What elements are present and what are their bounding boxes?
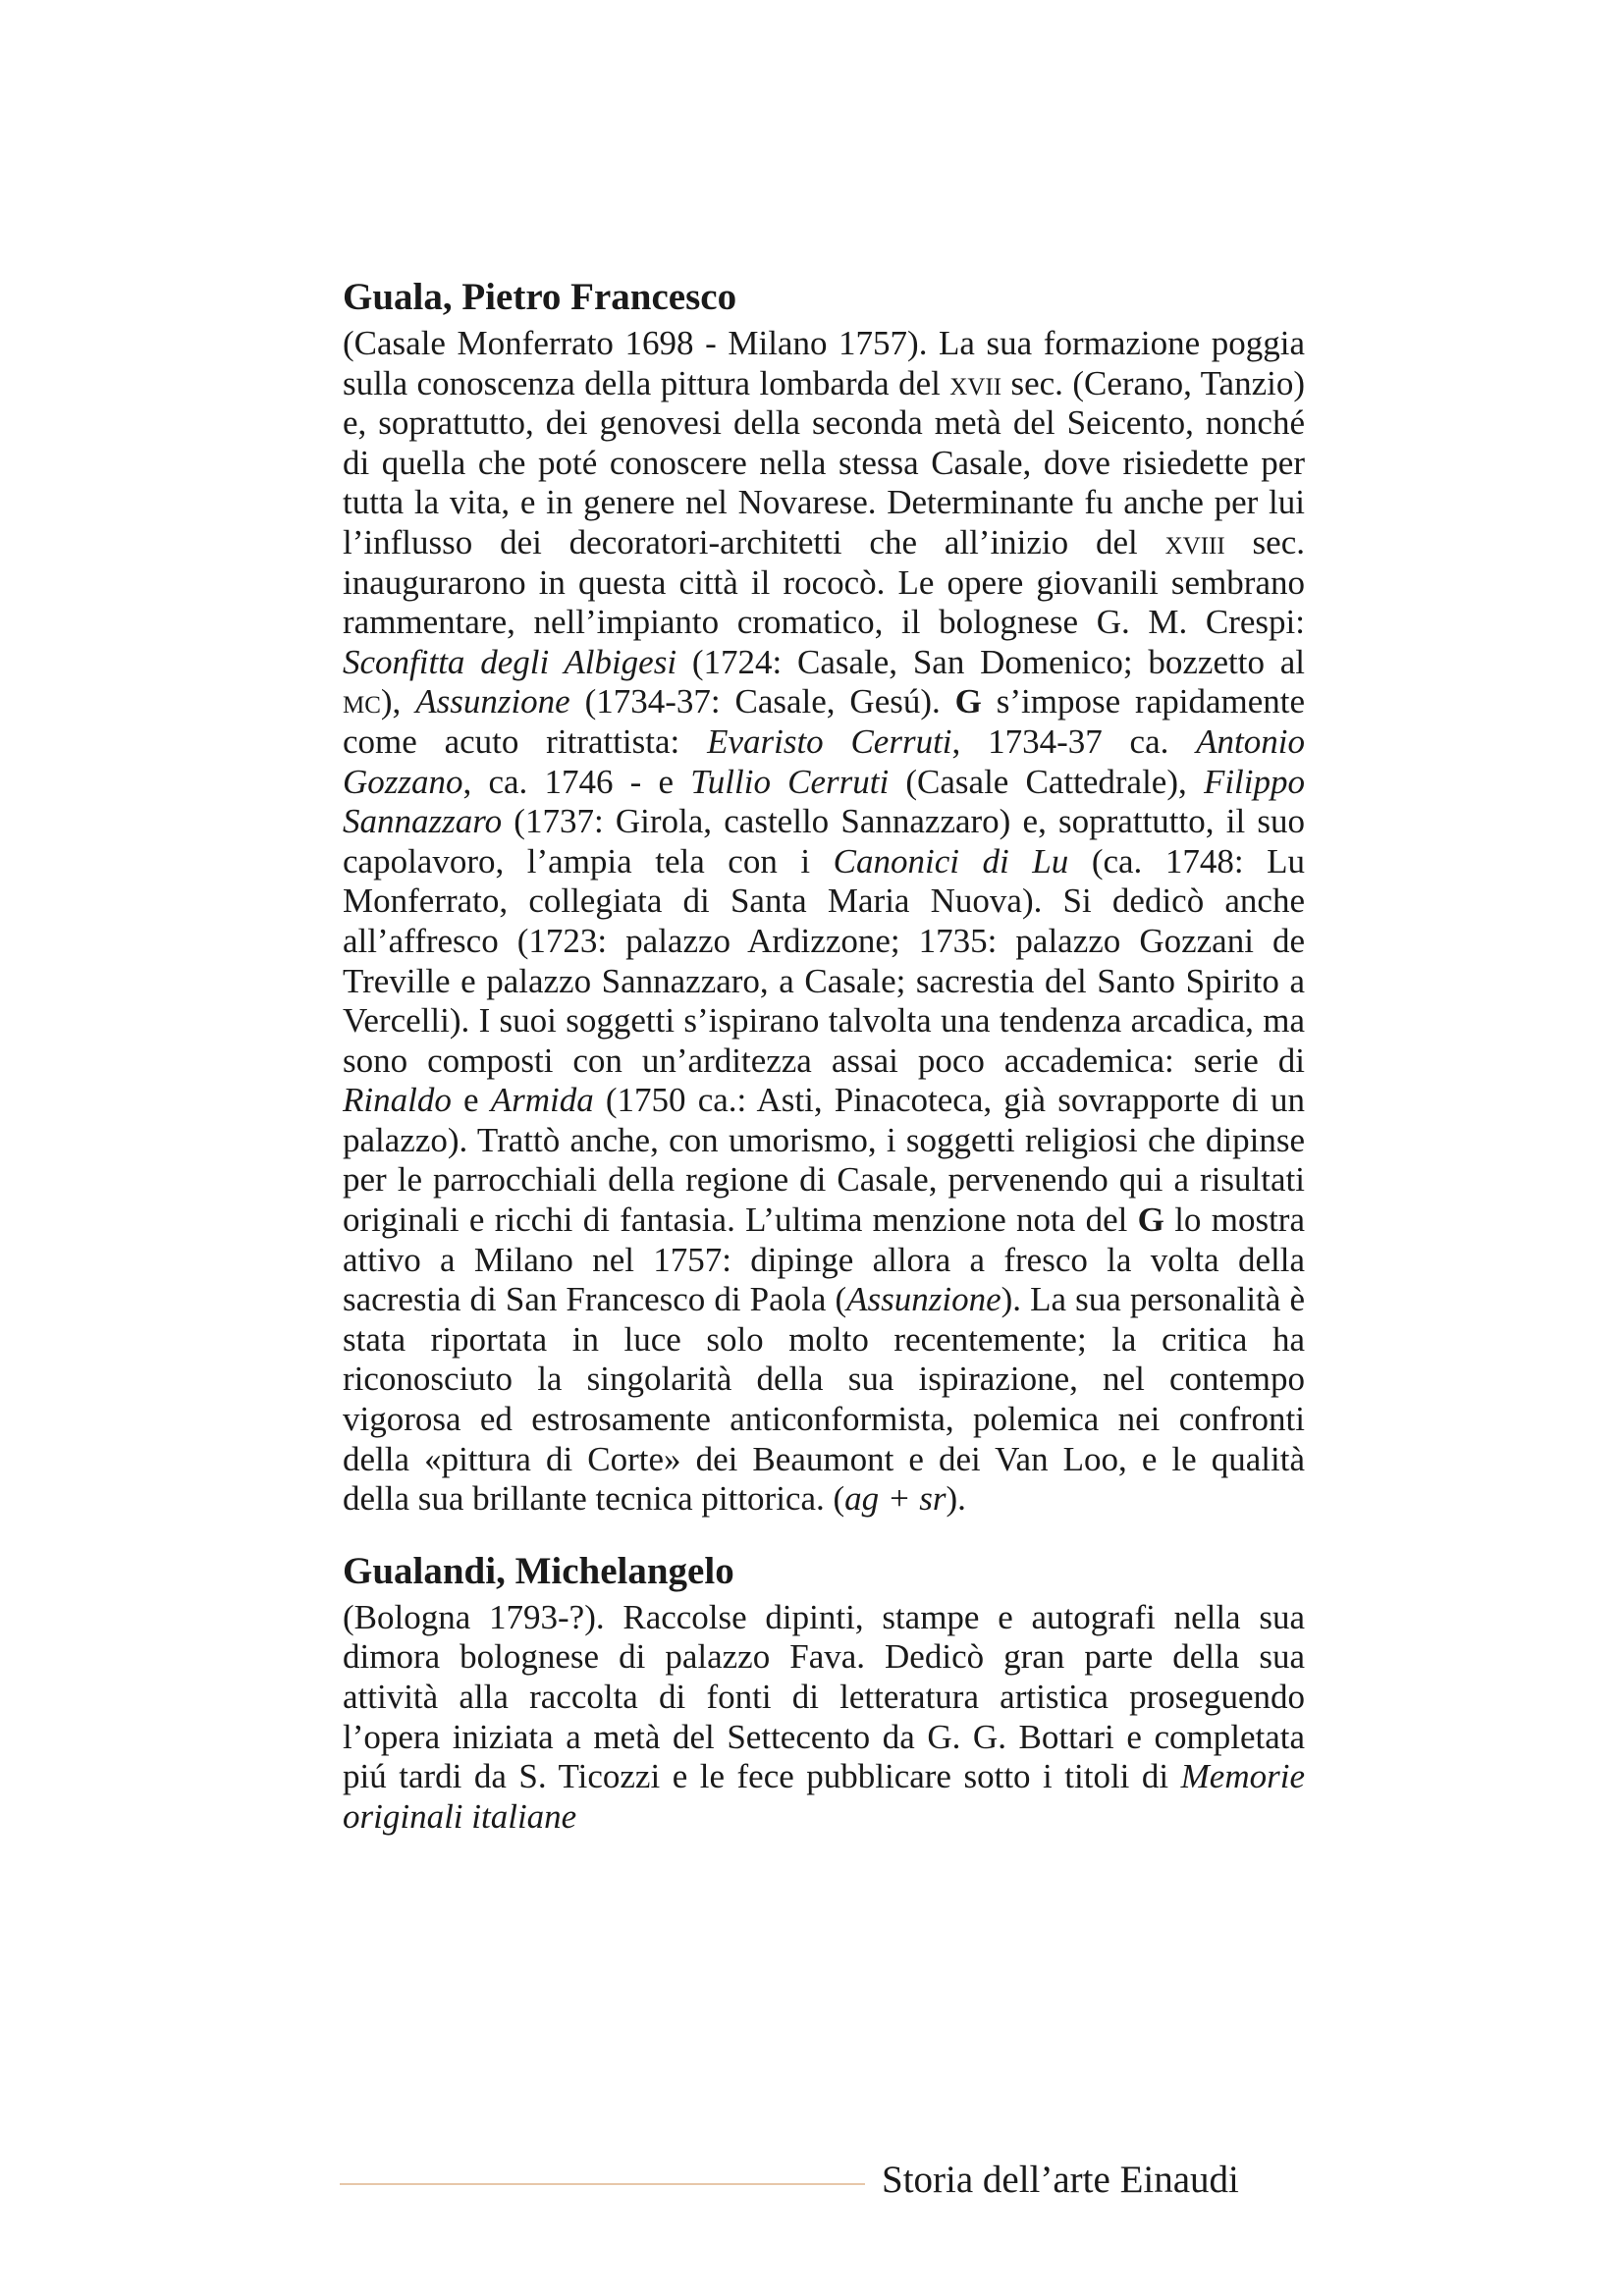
body-text: ).	[946, 1479, 966, 1519]
entry-body	[343, 1598, 1305, 1838]
body-text: e	[451, 1081, 491, 1120]
bold-text: G	[1137, 1201, 1164, 1240]
body-text: (Casale Monferrato 1698 - Milano 1757). La sua formazione poggia sulla conoscenza della pittura lombarda del	[343, 324, 1305, 402]
body-text: (1724: Casale, San Domenico; bozzetto al	[676, 642, 1305, 681]
body-text: s’impose rapidamente come acuto ritrattista:	[343, 682, 1305, 761]
body-text: (Casale Cattedrale),	[889, 762, 1204, 801]
footer-title: Storia dell’arte Einaudi	[882, 2159, 1239, 2201]
body-text: sec. inaugurarono in questa città il rococò. Le opere giovanili sembrano rammentare, nell’impianto cromatico, il bolognese G. M. Crespi:	[343, 522, 1305, 642]
smallcaps-text: xviii	[1164, 522, 1225, 561]
entry-heading: Gualandi, Michelangelo	[343, 1549, 734, 1592]
italic-text: Antonio Gozzano	[343, 721, 1305, 801]
body-text: , ca. 1746 - e	[462, 762, 691, 801]
italic-text: Canonici di Lu	[833, 841, 1069, 881]
bold-text: G	[954, 682, 982, 721]
italic-text: Tullio Cerruti	[690, 762, 890, 801]
page-content	[343, 275, 1305, 1837]
italic-text: Assunzione	[415, 682, 570, 721]
italic-text: Rinaldo	[343, 1081, 452, 1120]
italic-text: Armida	[490, 1081, 594, 1120]
body-text: (Bologna 1793-?). Raccolse dipinti, stampe e autografi nella sua dimora bolognese di palazzo Fava. Dedicò gran parte della sua attività alla raccolta di fonti di letteratura artistica proseguendo l’opera iniziata a metà del Settecento da G. G. Bottari e completata piú tardi da S. Ticozzi e le fece pubblicare sotto i titoli di	[343, 1597, 1305, 1796]
body-text: (1737: Girola, castello Sannazzaro) e, soprattutto, il suo capolavoro, l’ampia tela con i	[343, 802, 1305, 881]
smallcaps-text: xvii	[949, 363, 1002, 402]
italic-text: Assunzione	[846, 1280, 1001, 1319]
italic-text: Evaristo Cerruti	[707, 721, 952, 761]
body-text: (1734-37: Casale, Gesú).	[569, 682, 955, 721]
body-text: ). La sua personalità è stata riportata in luce solo molto recentemente; la critica ha riconosciuto la singolarità della sua ispirazione, nel contempo vigorosa ed estrosamente anticonformista, polemica nei confronti della «pittura di Corte» dei Beaumont e dei Van Loo, e le qualità della sua brillante tecnica pittorica. (	[343, 1280, 1305, 1519]
footer-rule	[340, 2183, 865, 2185]
body-text: sec. (Cerano, Tanzio) e, soprattutto, dei genovesi della seconda metà del Seicento, nonché di quella che poté conoscere nella stessa Casale, dove risiedette per tutta la vita, e in genere nel Novarese. Determinante fu anche per lui l’influsso dei decoratori-architetti che all’inizio del	[343, 363, 1305, 561]
body-text: (ca. 1748: Lu Monferrato, collegiata di Santa Maria Nuova). Si dedicò anche all’affresco (1723: palazzo Ardizzone; 1735: palazzo Gozzani de Treville e palazzo Sannazzaro, a Casale; sacrestia del Santo Spirito a Vercelli). I suoi soggetti s’ispirano talvolta una tendenza arcadica, ma sono composti con un’arditezza assai poco accademica: serie di	[343, 841, 1305, 1080]
italic-text: Filippo Sannazzaro	[343, 762, 1305, 841]
smallcaps-text: mc	[343, 682, 381, 721]
body-text: , 1734-37 ca.	[951, 721, 1197, 761]
body-text: ),	[380, 682, 416, 721]
entry-body	[343, 324, 1305, 1520]
entry-heading: Guala, Pietro Francesco	[343, 276, 737, 318]
body-text: lo mostra attivo a Milano nel 1757: dipinge allora a fresco la volta della sacrestia di San Francesco di Paola (	[343, 1201, 1306, 1319]
body-text: (1750 ca.: Asti, Pinacoteca, già sovrapporte di un palazzo). Trattò anche, con umorismo, i soggetti religiosi che dipinse per le parrocchiali della regione di Casale, pervenendo qui a risultati originali e ricchi di fantasia. L’ultima menzione nota del	[343, 1081, 1305, 1240]
entry-gualandi	[343, 1549, 1305, 1838]
italic-text: Memorie originali italiane	[343, 1757, 1305, 1836]
entry-guala	[343, 275, 1305, 1520]
italic-text: ag + sr	[844, 1479, 947, 1519]
italic-text: Sconfitta degli Albigesi	[343, 642, 677, 681]
